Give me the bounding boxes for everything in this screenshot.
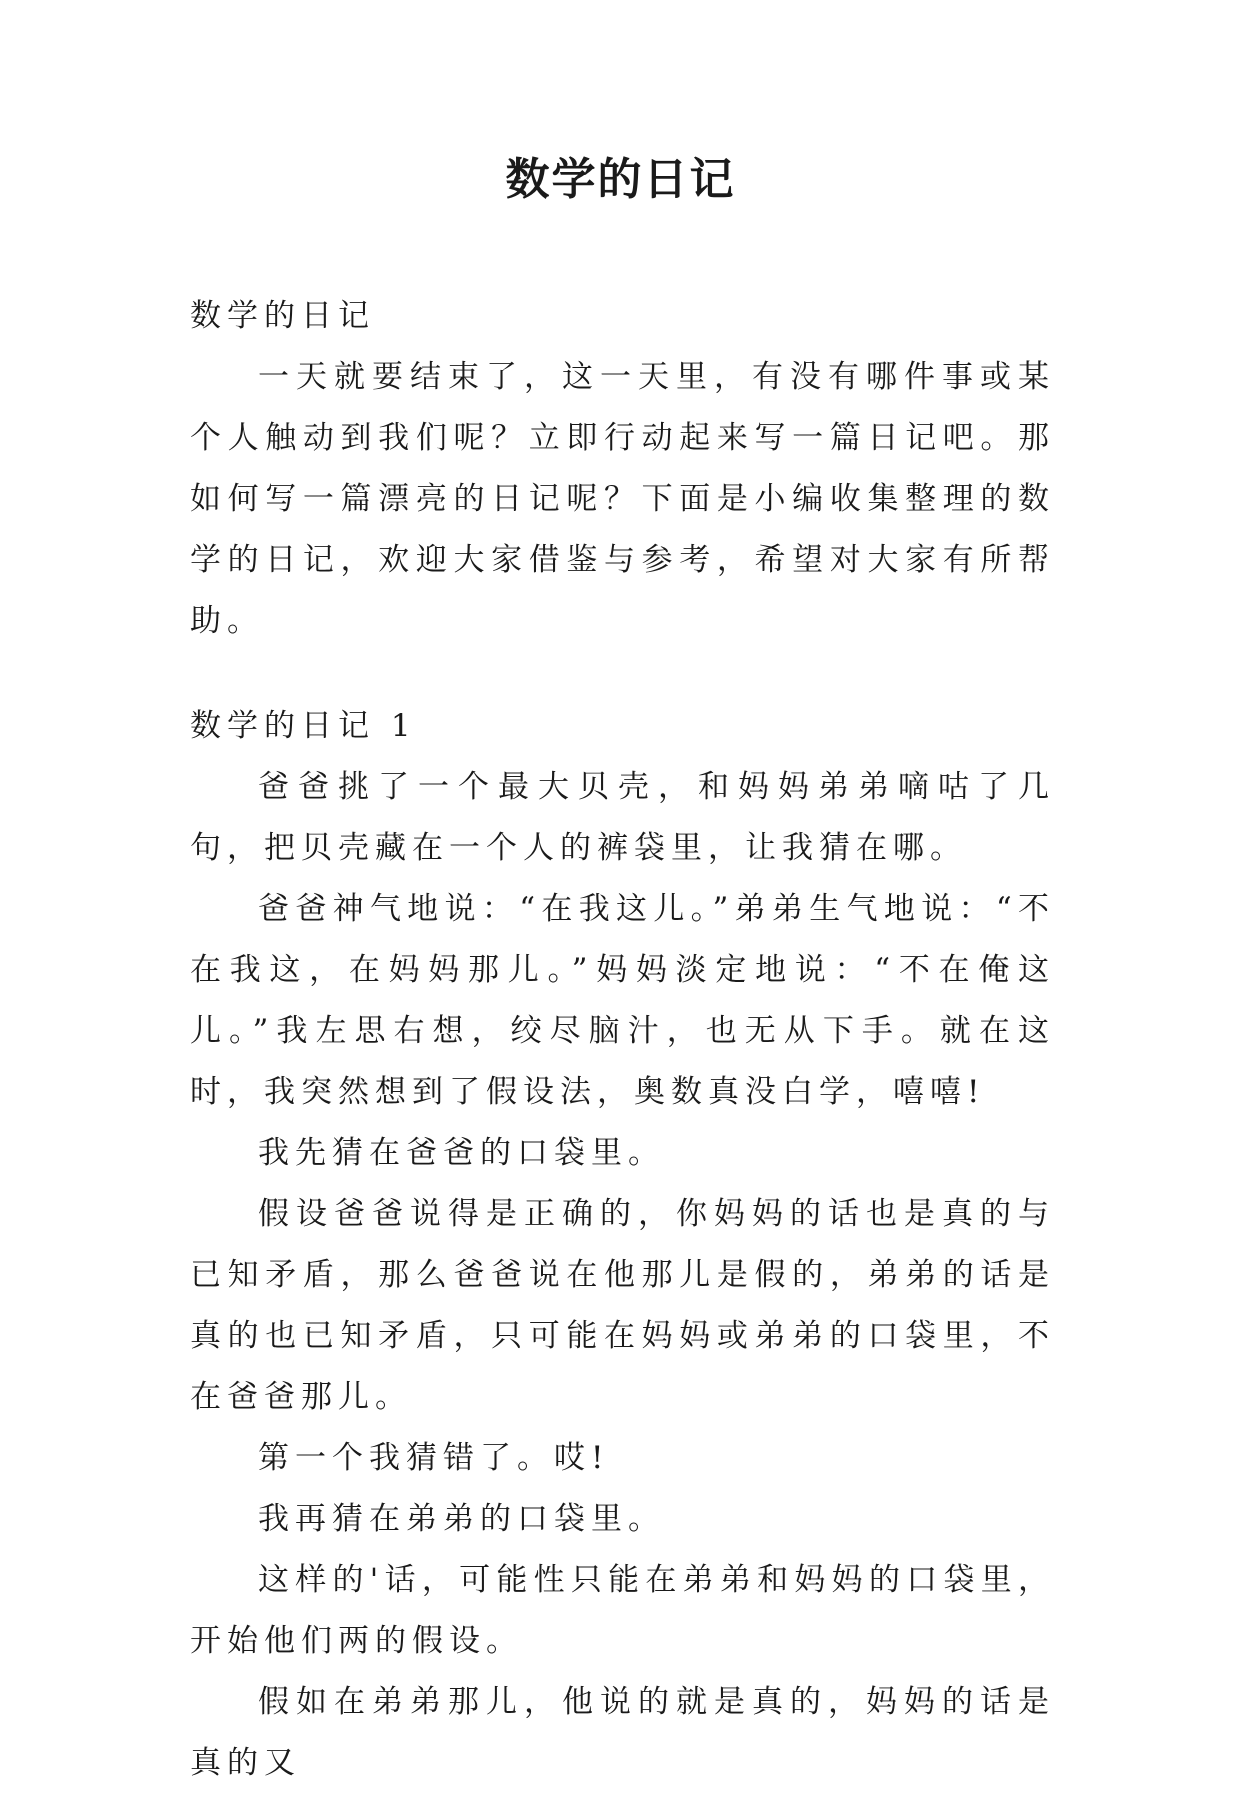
document-title: 数学的日记: [505, 154, 736, 205]
diary-paragraph: 假设爸爸说得是正确的，你妈妈的话也是真的与已知矛盾，那么爸爸说在他那儿是假的，弟弟的话是真的也已知矛盾，只可能在妈妈或弟弟的口袋里，不在爸爸那儿。: [190, 1196, 1055, 1415]
diary-paragraph: 爸爸挑了一个最大贝壳，和妈妈弟弟嘀咕了几句，把贝壳藏在一个人的裤袋里，让我猜在哪。: [190, 769, 1055, 866]
diary-paragraph: 第一个我猜错了。哎!: [258, 1440, 610, 1476]
diary-paragraph: 假如在弟弟那儿，他说的就是真的，妈妈的话是真的又: [190, 1684, 1055, 1781]
document-body: [190, 286, 1055, 1794]
diary-paragraph: 我先猜在爸爸的口袋里。: [258, 1135, 665, 1171]
intro-paragraph: 一天就要结束了，这一天里，有没有哪件事或某个人触动到我们呢？立即行动起来写一篇日记吧。那如何写一篇漂亮的日记呢？下面是小编收集整理的数学的日记，欢迎大家借鉴与参考，希望对大家有所帮助。: [190, 359, 1055, 639]
diary-paragraph: 爸爸神气地说：“在我这儿。”弟弟生气地说：“不在我这，在妈妈那儿。”妈妈淡定地说：“不在俺这儿。”我左思右想，绞尽脑汁，也无从下手。就在这时，我突然想到了假设法，奥数真没白学，嘻嘻!: [190, 891, 1055, 1110]
diary-paragraph: 我再猜在弟弟的口袋里。: [258, 1501, 665, 1537]
section-heading-intro: 数学的日记: [190, 298, 375, 334]
diary-paragraph: 这样的'话，可能性只能在弟弟和妈妈的口袋里，开始他们两的假设。: [190, 1562, 1055, 1659]
section-heading-diary-1: 数学的日记 1: [190, 708, 417, 744]
